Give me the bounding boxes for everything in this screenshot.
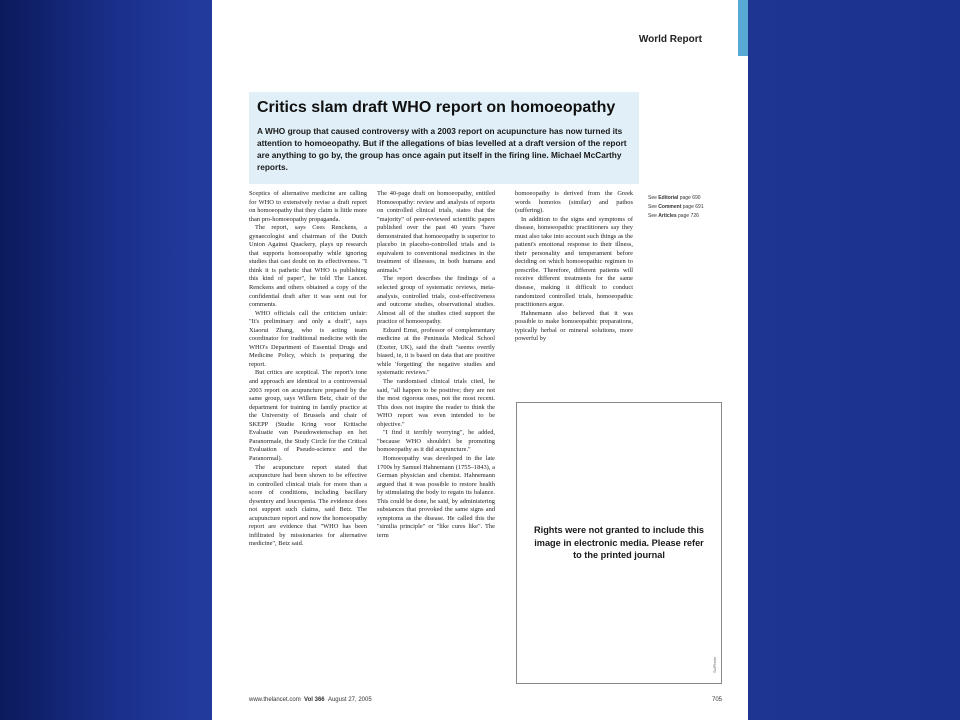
see-comment-link[interactable]: See Comment page 691 — [648, 204, 704, 210]
paragraph: Edzard Ernst, professor of complementary medicine at the Peninsula Medical School (Exeter, UK), said the draft "seems overtly biased, ie, it is based on data that are positive while 'forgetting' the negative studies and systematic reviews." — [377, 326, 495, 377]
rights-notice: Rights were not granted to include this image in electronic media. Please refer to the printed journal — [534, 525, 704, 561]
paragraph: Homoeopathy was developed in the late 1700s by Samuel Hahnemann (1755–1843), a German physician and chemist. Hahnemann argued that it was possible to restore health by stimulating the body to regain its balance. This could be done, he said, by administering substances that provoked the same signs and symptoms as the disease. He called this the "similia principle" or "like cures like". The term — [377, 454, 495, 539]
standfirst: A WHO group that caused controversy with a 2003 report on acupuncture has now turned its attention to homoeopathy. But if the allegations of bias levelled at a draft version of the report are anything to go by, the group has once again put itself in the firing line. Michael McCarthy reports. — [257, 126, 627, 172]
article-column-3 — [515, 190, 633, 344]
paragraph: homoeopathy is derived from the Greek words homoios (similar) and pathos (suffering). — [515, 190, 633, 215]
article-column-2 — [377, 190, 495, 540]
page-number: 705 — [711, 697, 722, 703]
paragraph: Sceptics of alternative medicine are calling for WHO to extensively revise a draft report on homoeopathy that they claim is little more than pro-homoeopathy propaganda. — [249, 190, 367, 223]
paragraph: The report describes the findings of a selected group of systematic reviews, meta-analysis, controlled trials, cost-effectiveness and outcome studies, observational studies. Almost all of the studies cited support the practice of homoeopathy. — [377, 275, 495, 326]
journal-page — [212, 0, 748, 720]
footer-site[interactable]: www.thelancet.com — [249, 697, 301, 703]
footer-citation — [249, 697, 372, 703]
paragraph: In addition to the signs and symptoms of disease, homoeopathic practitioners say they must also take into account such things as the patient's emotional response to their illness, their personality and temperament before deciding on which homoeopathic regimen to prescribe. Therefore, different patients will receive different treatments for the same disease, making it difficult to conduct randomized controlled trials, homoeopathic practitioners argue. — [515, 215, 633, 309]
footer-volume: Vol 366 — [304, 697, 325, 703]
see-articles-link[interactable]: See Articles page 726 — [648, 213, 699, 219]
paragraph: The 40-page draft on homoeopathy, entitled Homoeopathy: review and analysis of reports on controlled clinical trials, states that the "majority" of peer-reviewed scientific papers published over the past 40 years "have demonstrated that homoeopathy is superior to placebo in placebo-controlled trials and is equivalent to conventional medicines in the treatment of illnesses, in both humans and animals." — [377, 190, 495, 274]
headline-box — [249, 92, 639, 184]
paragraph: The randomised clinical trials cited, he said, "all happen to be positive; they are not the most rigorous ones, not the most recent. This does not inspire the reader to think the WHO report was even intended to be objective." — [377, 378, 495, 428]
paragraph: The acupuncture report stated that acupuncture had been shown to be effective in controlled clinical trials for more than a score of conditions, including bacillary dysentery and leucopenia. The evidence does not support such claims, said Betz. The acupuncture report and now the homoeopathy report are evidence that "WHO has been infiltrated by missionaries for alternative medicine", Betz said. — [249, 463, 367, 548]
paragraph: "I find it terribly worrying", he added, "because WHO shouldn't be promoting homoeopathy as it did acupuncture." — [377, 429, 495, 454]
section-label: World Report — [638, 34, 702, 45]
article-column-1 — [249, 190, 367, 549]
image-placeholder — [516, 402, 722, 684]
paragraph: Hahnemann also believed that it was possible to make homoeopathic preparations, typically herbal or mineral solutions, more powerful by — [515, 309, 633, 343]
paragraph: WHO officials call the criticism unfair: "It's preliminary and only a draft", says Xiaorui Zhang, who is acting team coordinator for traditional medicine with the WHO's Department of Essential Drugs and Medicine Policy, which is preparing the report. — [249, 309, 367, 368]
see-editorial-link[interactable]: See Editorial page 690 — [648, 195, 701, 201]
headline: Critics slam draft WHO report on homoeopathy — [257, 99, 616, 116]
paragraph: But critics are sceptical. The report's tone and approach are identical to a controversial 2003 report on acupuncture prepared by the same group, says Willem Betz, chair of the department for training in family practice at the University of Brussels and chair of SKEPP (Studie Kring voor Kritische Evaluatie van Pseudowetenschap en het Paranormale, the Study Circle for the Critical Evaluation of Pseudo-science and the Paranormal). — [249, 369, 367, 462]
photo-credit: SciPhoto — [712, 656, 717, 673]
footer-date: August 27, 2005 — [327, 697, 372, 703]
paragraph: The report, says Cees Renckens, a gynaecologist and chairman of the Dutch Union Against Quackery, plays up research that supports homoeopathy while ignoring studies that cast doubt on its effectiveness. "I think it is pathetic that WHO is publishing this kind of paper", he told The Lancet. Renckens and others obtained a copy of the confidential draft after it was sent out for comments. — [249, 224, 367, 309]
see-also-references — [648, 194, 704, 221]
section-color-tab — [738, 0, 748, 56]
